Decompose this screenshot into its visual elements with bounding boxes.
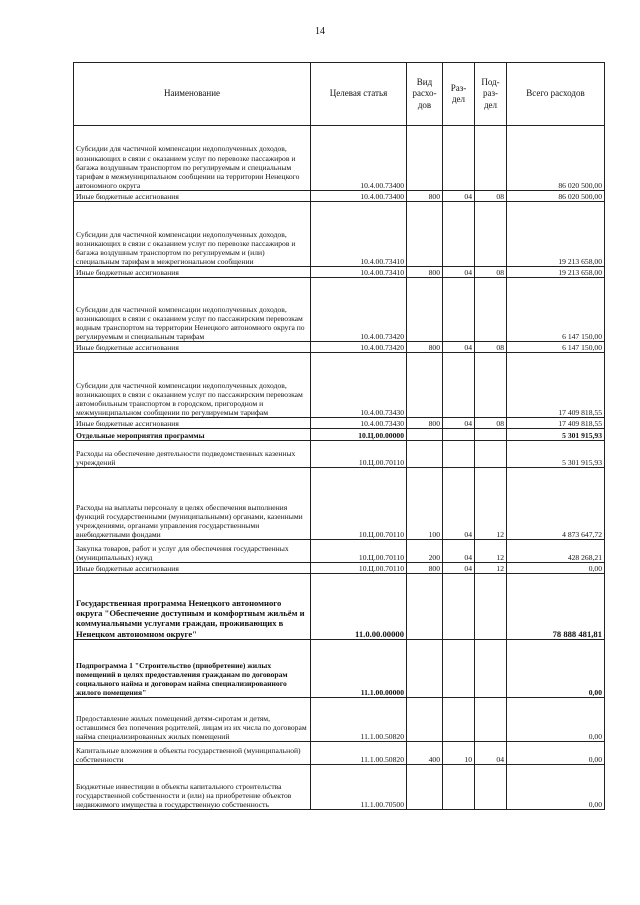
row-subsection bbox=[475, 765, 507, 810]
table-row bbox=[74, 418, 605, 429]
row-name: Расходы на выплаты персоналу в целях обеспечения выполнения функций государственными (муниципальными) органами, казенными учреждениями, органами управления государственными внебюджетными фондами bbox=[74, 468, 311, 540]
row-section bbox=[443, 353, 475, 418]
row-section bbox=[443, 278, 475, 342]
row-total: 6 147 150,00 bbox=[507, 342, 605, 353]
row-name: Субсидии для частичной компенсации недополученных доходов, возникающих в связи с оказанием услуг по пассажирским перевозкам автомобильным транспортом в городском, пригородном и межмуниципальном сообщении по регулируемым тарифам bbox=[74, 353, 311, 418]
row-total: 5 301 915,93 bbox=[507, 441, 605, 468]
row-name: Предоставление жилых помещений детям-сиротам и детям, оставшимся без попечения родителей, лицам из их числа по договорам найма специализированных жилых помещений bbox=[74, 698, 311, 742]
row-subsection bbox=[475, 353, 507, 418]
table-row bbox=[74, 441, 605, 468]
row-total: 0,00 bbox=[507, 698, 605, 742]
row-section bbox=[443, 698, 475, 742]
row-name: Расходы на обеспечение деятельности подведомственных казенных учреждений bbox=[74, 441, 311, 468]
row-target-code: 11.1.00.50820 bbox=[311, 742, 407, 765]
row-section: 04 bbox=[443, 342, 475, 353]
table-row bbox=[74, 202, 605, 267]
table-row bbox=[74, 765, 605, 810]
row-total: 0,00 bbox=[507, 765, 605, 810]
row-name: Субсидии для частичной компенсации недополученных доходов, возникающих в связи с оказанием услуг по перевозке пассажиров и багажа воздушным транспортом по регулируемым и (или) специальным тарифам в межрегиональном сообщении bbox=[74, 202, 311, 267]
row-target-code: 10.Ц.00.00000 bbox=[311, 429, 407, 441]
row-name: Иные бюджетные ассигнования bbox=[74, 342, 311, 353]
row-subsection bbox=[475, 698, 507, 742]
row-target-code: 10.4.00.73420 bbox=[311, 278, 407, 342]
row-target-code: 10.4.00.73400 bbox=[311, 126, 407, 191]
row-total: 86 020 500,00 bbox=[507, 126, 605, 191]
row-target-code: 10.Ц.00.70110 bbox=[311, 563, 407, 574]
row-section: 10 bbox=[443, 742, 475, 765]
table-row bbox=[74, 468, 605, 540]
row-section: 04 bbox=[443, 563, 475, 574]
row-expense-type: 800 bbox=[407, 342, 443, 353]
row-target-code: 11.1.00.00000 bbox=[311, 640, 407, 698]
table-row bbox=[74, 563, 605, 574]
row-name: Иные бюджетные ассигнования bbox=[74, 418, 311, 429]
row-total: 4 873 647,72 bbox=[507, 468, 605, 540]
row-section bbox=[443, 640, 475, 698]
page-number: 14 bbox=[315, 26, 325, 37]
row-subsection bbox=[475, 640, 507, 698]
row-total: 0,00 bbox=[507, 742, 605, 765]
row-subsection: 12 bbox=[475, 540, 507, 563]
row-subsection: 08 bbox=[475, 342, 507, 353]
row-section bbox=[443, 429, 475, 441]
table-row bbox=[74, 267, 605, 278]
row-target-code: 10.Ц.00.70110 bbox=[311, 441, 407, 468]
row-section: 04 bbox=[443, 267, 475, 278]
table-row bbox=[74, 342, 605, 353]
header-name: Наименование bbox=[74, 63, 311, 126]
row-total: 0,00 bbox=[507, 563, 605, 574]
row-section: 04 bbox=[443, 418, 475, 429]
row-total: 17 409 818,55 bbox=[507, 353, 605, 418]
row-target-code: 10.Ц.00.70110 bbox=[311, 468, 407, 540]
row-subsection: 04 bbox=[475, 742, 507, 765]
header-target: Целевая статья bbox=[311, 63, 407, 126]
row-section bbox=[443, 574, 475, 640]
table-row bbox=[74, 429, 605, 441]
row-section bbox=[443, 441, 475, 468]
row-subsection: 12 bbox=[475, 468, 507, 540]
row-section bbox=[443, 126, 475, 191]
row-name: Иные бюджетные ассигнования bbox=[74, 563, 311, 574]
row-subsection: 08 bbox=[475, 418, 507, 429]
row-name: Бюджетные инвестиции в объекты капитального строительства государственной собственности и (или) на приобретение объектов недвижимого имущества в государственную собственность bbox=[74, 765, 311, 810]
row-subsection bbox=[475, 429, 507, 441]
table-row bbox=[74, 742, 605, 765]
row-name: Подпрограмма 1 "Строительство (приобретение) жилых помещений в целях предоставления гражданам по договорам социального найма и договорам найма специализированного жилого помещения" bbox=[74, 640, 311, 698]
row-expense-type bbox=[407, 353, 443, 418]
row-name: Субсидии для частичной компенсации недополученных доходов, возникающих в связи с оказанием услуг по перевозке пассажиров и багажа воздушным транспортом по регулируемым и специальным тарифам в межмуниципальном сообщении на территории Ненецкого автономного округа bbox=[74, 126, 311, 191]
header-section: Раз-дел bbox=[443, 63, 475, 126]
row-total: 5 301 915,93 bbox=[507, 429, 605, 441]
row-total: 86 020 500,00 bbox=[507, 191, 605, 202]
row-total: 428 268,21 bbox=[507, 540, 605, 563]
row-total: 6 147 150,00 bbox=[507, 278, 605, 342]
row-target-code: 10.Ц.00.70110 bbox=[311, 540, 407, 563]
row-target-code: 10.4.00.73410 bbox=[311, 267, 407, 278]
row-section: 04 bbox=[443, 468, 475, 540]
row-expense-type bbox=[407, 574, 443, 640]
row-name: Иные бюджетные ассигнования bbox=[74, 191, 311, 202]
row-subsection: 12 bbox=[475, 563, 507, 574]
row-total: 19 213 658,00 bbox=[507, 202, 605, 267]
row-total: 0,00 bbox=[507, 640, 605, 698]
row-target-code: 10.4.00.73430 bbox=[311, 353, 407, 418]
table-row bbox=[74, 574, 605, 640]
table-body bbox=[74, 126, 605, 810]
row-target-code: 10.4.00.73420 bbox=[311, 342, 407, 353]
row-expense-type bbox=[407, 640, 443, 698]
row-name: Иные бюджетные ассигнования bbox=[74, 267, 311, 278]
table-row bbox=[74, 191, 605, 202]
row-name: Закупка товаров, работ и услуг для обеспечения государственных (муниципальных) нужд bbox=[74, 540, 311, 563]
table-row bbox=[74, 278, 605, 342]
row-expense-type bbox=[407, 698, 443, 742]
row-total: 17 409 818,55 bbox=[507, 418, 605, 429]
row-target-code: 11.1.00.50820 bbox=[311, 698, 407, 742]
row-expense-type bbox=[407, 441, 443, 468]
row-target-code: 10.4.00.73430 bbox=[311, 418, 407, 429]
row-expense-type bbox=[407, 765, 443, 810]
row-target-code: 10.4.00.73410 bbox=[311, 202, 407, 267]
header-type: Вид расхо-дов bbox=[407, 63, 443, 126]
row-expense-type bbox=[407, 126, 443, 191]
row-section bbox=[443, 765, 475, 810]
row-subsection: 08 bbox=[475, 191, 507, 202]
row-subsection bbox=[475, 441, 507, 468]
budget-table bbox=[73, 62, 605, 810]
row-subsection: 08 bbox=[475, 267, 507, 278]
row-section: 04 bbox=[443, 540, 475, 563]
table-row bbox=[74, 640, 605, 698]
row-expense-type: 800 bbox=[407, 267, 443, 278]
row-expense-type: 800 bbox=[407, 418, 443, 429]
row-target-code: 11.0.00.00000 bbox=[311, 574, 407, 640]
table-row bbox=[74, 126, 605, 191]
row-expense-type: 800 bbox=[407, 563, 443, 574]
header-total: Всего расходов bbox=[507, 63, 605, 126]
row-name: Отдельные мероприятия программы bbox=[74, 429, 311, 441]
header-subsection: Под-раз-дел bbox=[475, 63, 507, 126]
table-row bbox=[74, 540, 605, 563]
row-target-code: 10.4.00.73400 bbox=[311, 191, 407, 202]
row-expense-type bbox=[407, 429, 443, 441]
row-expense-type: 800 bbox=[407, 191, 443, 202]
row-subsection bbox=[475, 278, 507, 342]
row-name: Субсидии для частичной компенсации недополученных доходов, возникающих в связи с оказанием услуг по пассажирским перевозкам водным транспортом на территории Ненецкого автономного округа по регулируемым и специальным тарифам bbox=[74, 278, 311, 342]
row-expense-type: 400 bbox=[407, 742, 443, 765]
row-name: Капитальные вложения в объекты государственной (муниципальной) собственности bbox=[74, 742, 311, 765]
row-name: Государственная программа Ненецкого автономного округа "Обеспечение доступным и комфортным жильём и коммунальными услугами граждан, проживающих в Ненецком автономном округе" bbox=[74, 574, 311, 640]
row-expense-type bbox=[407, 202, 443, 267]
row-subsection bbox=[475, 202, 507, 267]
row-expense-type: 200 bbox=[407, 540, 443, 563]
row-section: 04 bbox=[443, 191, 475, 202]
row-total: 78 888 481,81 bbox=[507, 574, 605, 640]
row-expense-type bbox=[407, 278, 443, 342]
table-header-row bbox=[74, 63, 605, 126]
row-section bbox=[443, 202, 475, 267]
table-row bbox=[74, 353, 605, 418]
row-expense-type: 100 bbox=[407, 468, 443, 540]
row-target-code: 11.1.00.70500 bbox=[311, 765, 407, 810]
table-row bbox=[74, 698, 605, 742]
row-total: 19 213 658,00 bbox=[507, 267, 605, 278]
row-subsection bbox=[475, 126, 507, 191]
row-subsection bbox=[475, 574, 507, 640]
